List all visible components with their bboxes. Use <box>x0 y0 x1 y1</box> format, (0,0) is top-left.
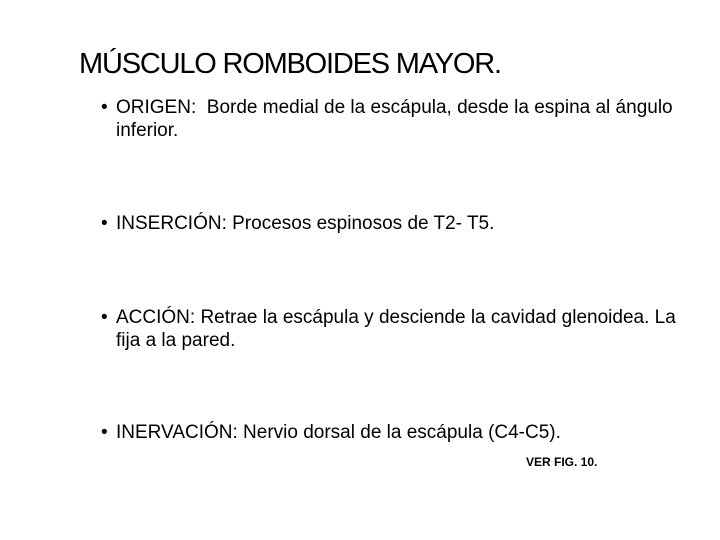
bullet-origen-text: ORIGEN: Borde medial de la escápula, desde la espina al ángulo inferior. <box>116 97 678 141</box>
bullet-marker: • <box>101 213 108 234</box>
bullet-origen <box>101 96 676 142</box>
bullet-marker: • <box>101 97 108 118</box>
bullet-accion-text: ACCIÓN: Retrae la escápula y desciende la cavidad glenoidea. La fija a la pared. <box>116 307 676 351</box>
slide-title: MÚSCULO ROMBOIDES MAYOR. <box>79 48 501 80</box>
bullet-marker: • <box>101 307 108 328</box>
bullet-marker: • <box>101 422 108 443</box>
bullet-inervacion-text: INERVACIÓN: Nervio dorsal de la escápula (C4-C5). <box>116 422 561 443</box>
bullet-inervacion <box>101 421 676 444</box>
figure-reference: VER FIG. 10. <box>526 455 598 469</box>
bullet-insercion-text: INSERCIÓN: Procesos espinosos de T2- T5. <box>116 213 495 234</box>
bullet-insercion <box>101 212 676 235</box>
bullet-accion <box>101 306 676 352</box>
